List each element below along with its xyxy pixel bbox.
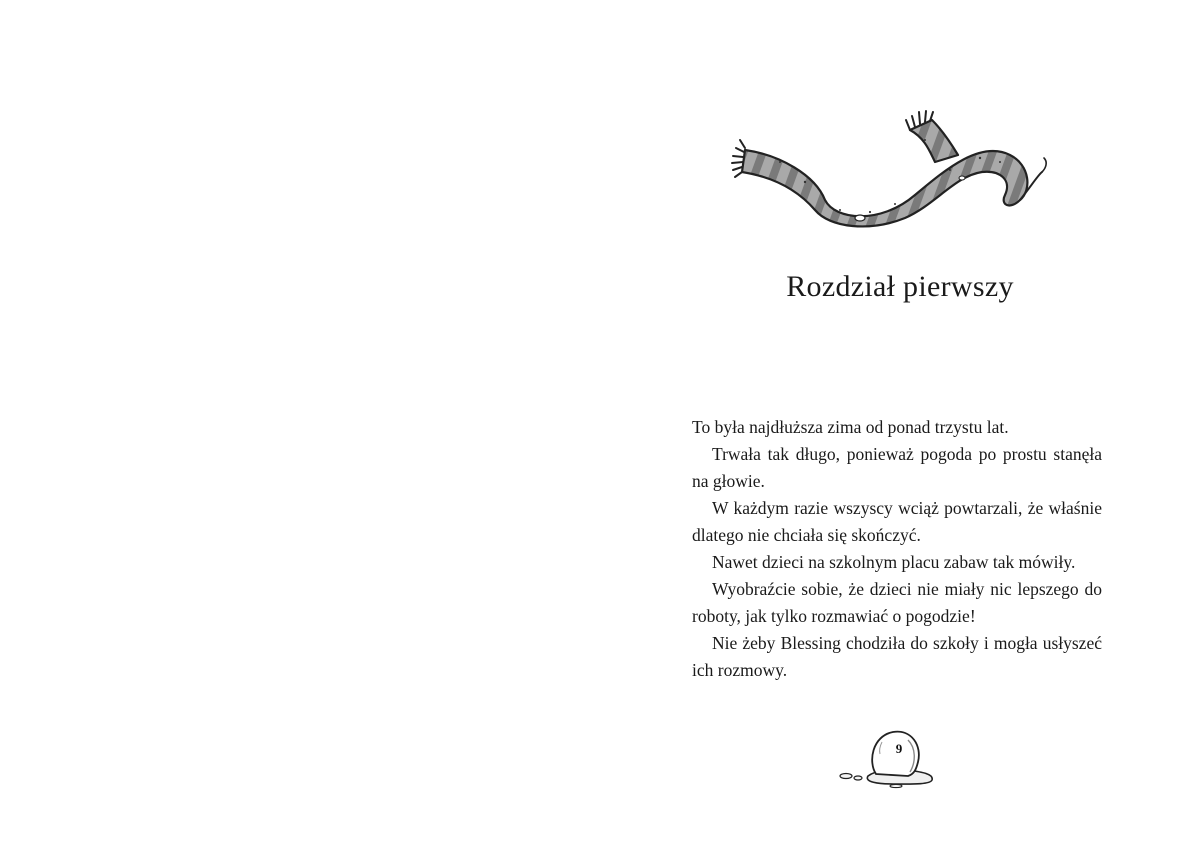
page-number: 9 <box>895 741 903 756</box>
chapter-body-text <box>692 414 1102 684</box>
paragraph: Nawet dzieci na szkolnym placu zabaw tak mówiły. <box>712 552 1076 572</box>
paragraph: Trwała tak długo, ponieważ pogoda po prostu stanęła na głowie. <box>692 444 1102 491</box>
paragraph: W każdym razie wszyscy wciąż powtarzali, że właśnie dlatego nie chciała się skończyć. <box>692 498 1102 545</box>
right-page <box>600 0 1200 854</box>
chapter-title: Rozdział pierwszy <box>786 270 1014 303</box>
paragraph: Nie żeby Blessing chodziła do szkoły i mogła usłyszeć ich rozmowy. <box>692 633 1102 680</box>
paragraph: To była najdłuższa zima od ponad trzystu lat. <box>692 417 1009 437</box>
scarf-illustration <box>720 100 1060 240</box>
paragraph: Wyobraźcie sobie, że dzieci nie miały nic lepszego do roboty, jak tylko rozmawiać o pogodzie! <box>692 579 1102 626</box>
